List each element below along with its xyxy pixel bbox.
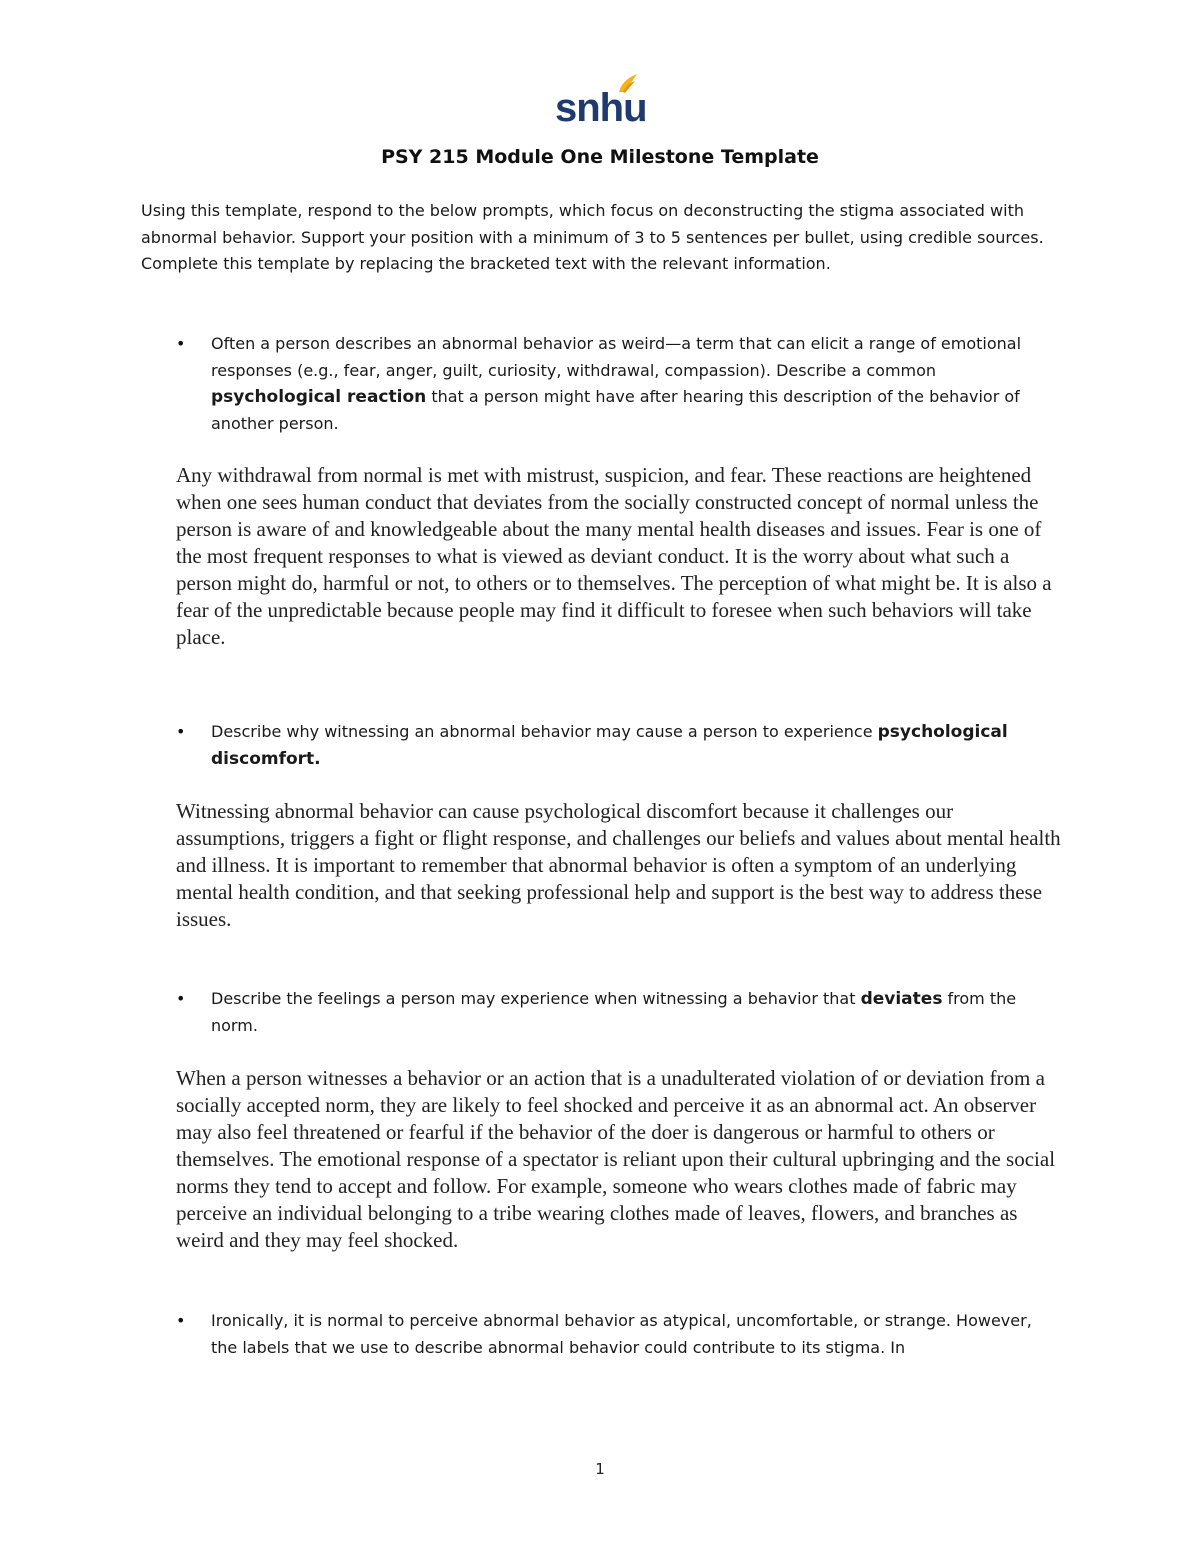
prompt-2 — [211, 719, 1061, 772]
prompt-4-text: Ironically, it is normal to perceive abnormal behavior as atypical, uncomfortable, or strange. However, the labels that we use to describe abnormal behavior could contribute to its stigma. In — [211, 1311, 1032, 1357]
page-number: 1 — [595, 1460, 605, 1478]
bullet-marker: • — [176, 334, 186, 353]
answer-1: Any withdrawal from normal is met with mistrust, suspicion, and fear. These reactions are heightened when one sees human conduct that deviates from the socially constructed concept of normal unless the person is aware of and knowledgeable about the many mental health diseases and issues. Fear is one of the most frequent responses to what is viewed as deviant conduct. It is the worry about what such a person might do, harmful or not, to others or to themselves. The perception of what might be. It is also a fear of the unpredictable because people may find it difficult to foresee when such behaviors will take place. — [176, 463, 1052, 649]
prompt-3-text-end: from the norm. — [211, 989, 1017, 1035]
snhu-logo — [553, 72, 647, 134]
bullet-marker: • — [176, 989, 186, 1008]
prompt-2-emphasis: psychological discomfort. — [211, 722, 1008, 769]
prompt-3-emphasis: deviates — [860, 989, 943, 1009]
logo-text: snhu — [555, 86, 647, 130]
intro-paragraph: Using this template, respond to the below prompts, which focus on deconstructing the stigma associated with abnormal behavior. Support your position with a minimum of 3 to 5 sentences per bullet, using credible sources. Complete this template by replacing the bracketed text with the relevant information. — [141, 201, 1044, 273]
prompt-1-text-end: that a person might have after hearing this description of the behavior of another person. — [211, 387, 1020, 433]
prompt-1-text: Often a person describes an abnormal behavior as weird—a term that can elicit a range of emotional responses (e.g., fear, anger, guilt, curiosity, withdrawal, compassion). Describe a common — [211, 334, 1022, 380]
bullet-marker: • — [176, 1311, 186, 1330]
prompt-4 — [211, 1308, 1061, 1361]
answer-2: Witnessing abnormal behavior can cause psychological discomfort because it challenges our assumptions, triggers a fight or flight response, and challenges our beliefs and values about mental health and illness. It is important to remember that abnormal behavior is often a symptom of an underlying mental health condition, and that seeking professional help and support is the best way to address these issues. — [176, 799, 1061, 931]
prompt-2-text: Describe why witnessing an abnormal behavior may cause a person to experience — [211, 722, 878, 741]
prompt-3-text: Describe the feelings a person may experience when witnessing a behavior that — [211, 989, 861, 1008]
document-title: PSY 215 Module One Milestone Template — [381, 146, 819, 168]
prompt-3 — [211, 986, 1061, 1039]
prompt-1 — [211, 331, 1061, 437]
prompt-1-emphasis: psychological reaction — [211, 387, 427, 407]
bullet-marker: • — [176, 722, 186, 741]
answer-3: When a person witnesses a behavior or an action that is a unadulterated violation of or deviation from a socially accepted norm, they are likely to feel shocked and perceive it as an abnormal act. An observer may also feel threatened or fearful if the behavior of the doer is dangerous or harmful to others or themselves. The emotional response of a spectator is reliant upon their cultural upbringing and the social norms they tend to accept and follow. For example, someone who wears clothes made of fabric may perceive an individual belonging to a tribe wearing clothes made of leaves, flowers, and branches as weird and they may feel shocked. — [176, 1066, 1056, 1252]
